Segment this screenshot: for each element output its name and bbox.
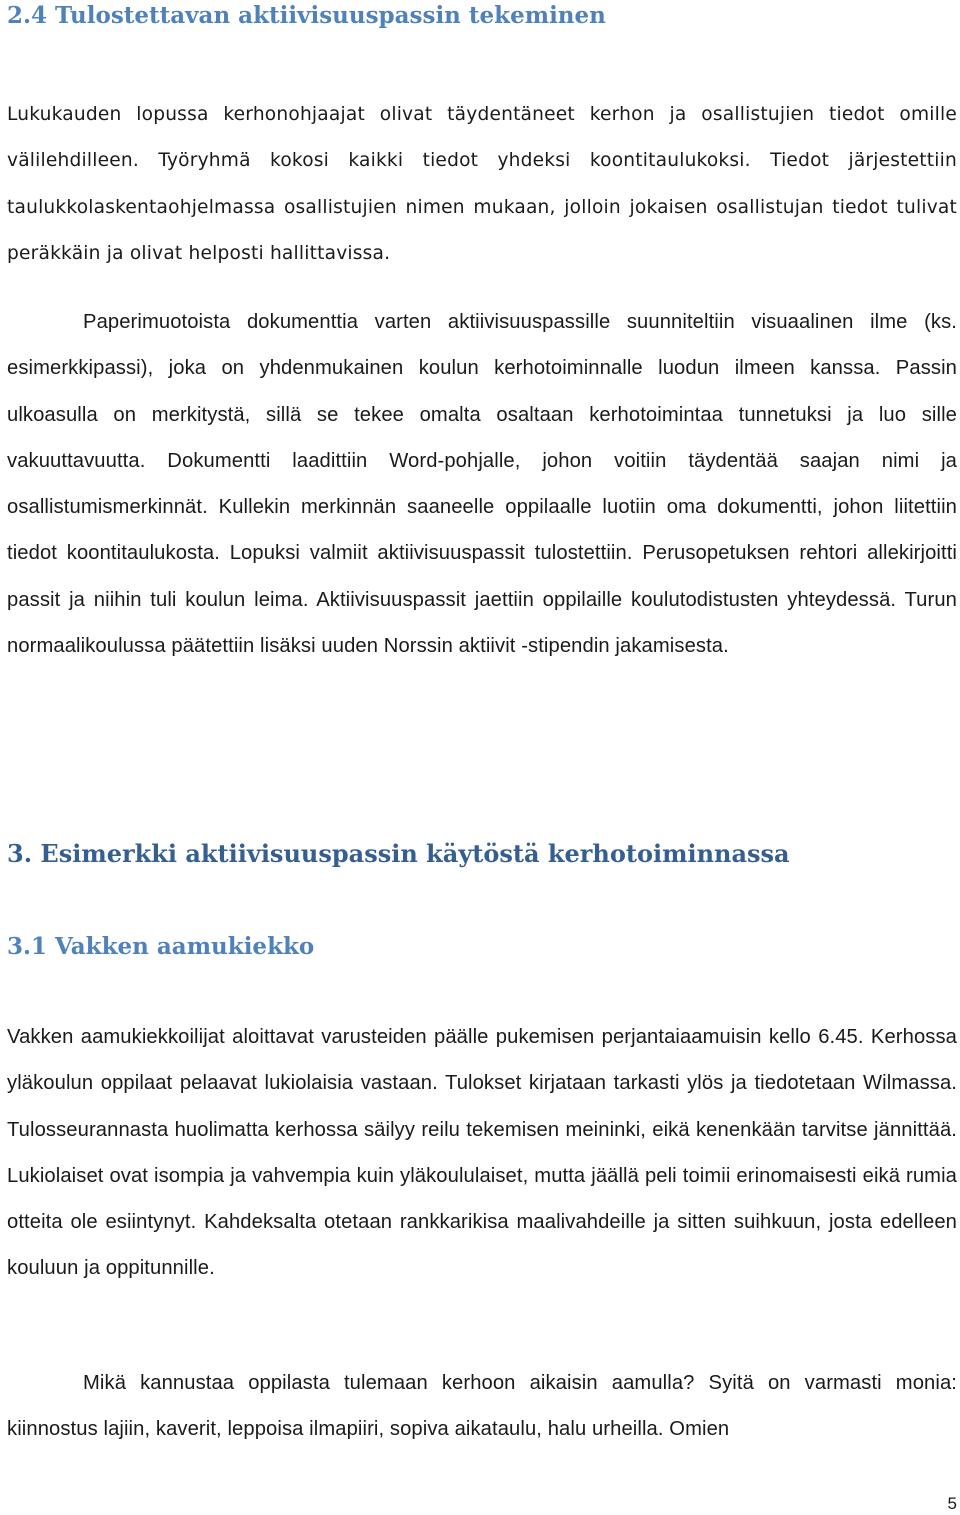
page-number: 5 bbox=[947, 1494, 957, 1513]
paragraph-2-4-1: Lukukauden lopussa kerhonohjaajat olivat täydentäneet kerhon ja osallistujien tiedot omille välilehdilleen. Työryhmä kokosi kaikki tiedot yhdeksi koontitaulukoksi. Tiedot järjestettiin taulukkolaskentaohjelmassa osallistujien nimen mukaan, jolloin jokaisen osallistujan tiedot tulivat peräkkäin ja olivat helposti hallittavissa. bbox=[7, 104, 957, 264]
section-heading-3: 3. Esimerkki aktiivisuuspassin käytöstä kerhotoiminnassa bbox=[7, 839, 790, 868]
paragraph-3-1-2: Mikä kannustaa oppilasta tulemaan kerhoon aikaisin aamulla? Syitä on varmasti monia: kiinnostus lajiin, kaverit, leppoisa ilmapiiri, sopiva aikataulu, halu urheilla. Omien bbox=[7, 1372, 957, 1441]
paragraph-3-1-1: Vakken aamukiekkoilijat aloittavat varusteiden päälle pukemisen perjantaiaamuisin kello 6.45. Kerhossa yläkoulun oppilaat pelaavat lukiolaisia vastaan. Tulokset kirjataan tarkasti ylös ja tiedotetaan Wilmassa. Tulosseurannasta huolimatta kerhossa säilyy reilu tekemisen meininki, eikä kenenkään tarvitse jännittää. Lukiolaiset ovat isompia ja vahvempia kuin yläkoululaiset, mutta jäällä peli toimii erinomaisesti eikä rumia otteita ole esiintynyt. Kahdeksalta otetaan rankkarikisa maalivahdeille ja sitten suihkuun, josta edelleen kouluun ja oppitunnille. bbox=[7, 1026, 957, 1280]
paragraph-2-4-2: Paperimuotoista dokumenttia varten aktiivisuuspassille suunniteltiin visuaalinen ilme (ks. esimerkkipassi), joka on yhdenmukainen koulun kerhotoiminnalle luodun ilmeen kanssa. Passin ulkoasulla on merkitystä, sillä se tekee omalta osaltaan kerhotoimintaa tunnetuksi ja luo sille vakuuttavuutta. Dokumentti laadittiin Word-pohjalle, johon voitiin täydentää saajan nimi ja osallistumismerkinnät. Kullekin merkinnän saaneelle oppilaalle luotiin oma dokumentti, johon liitettiin tiedot koontitaulukosta. Lopuksi valmiit aktiivisuuspassit tulostettiin. Perusopetuksen rehtori allekirjoitti passit ja niihin tuli koulun leima. Aktiivisuuspassit jaettiin oppilaille koulutodistusten yhteydessä. Turun normaalikoulussa päätettiin lisäksi uuden Norssin aktiivit -stipendin jakamisesta. bbox=[7, 311, 957, 658]
section-heading-2-4: 2.4 Tulostettavan aktiivisuuspassin tekeminen bbox=[7, 2, 606, 29]
section-heading-3-1: 3.1 Vakken aamukiekko bbox=[7, 933, 315, 960]
